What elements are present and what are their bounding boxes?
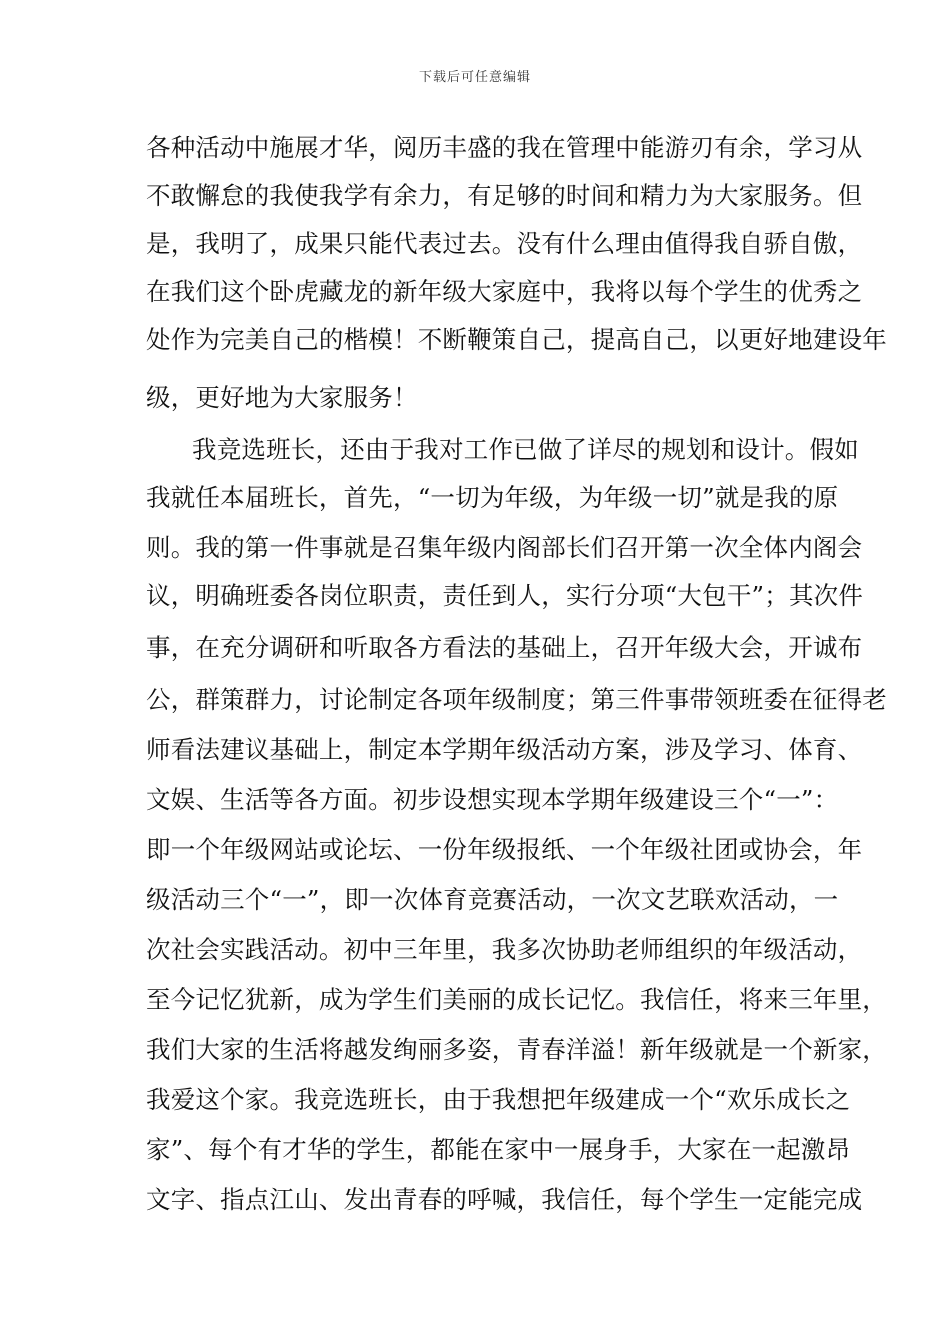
- text-line: 文字、指点江山、发出青春的呼喊，我信任，每个学生一定能完成: [146, 1185, 863, 1214]
- page-header: 下载后可任意编辑: [418, 70, 531, 85]
- text-line: 文娱、生活等各方面。初步设想实现本学期年级建设三个“一”：: [146, 785, 839, 814]
- text-line: 是，我明了，成果只能代表过去。没有什么理由值得我自骄自傲，: [146, 229, 863, 258]
- text-line: 议，明确班委各岗位职责，责任到人，实行分项“大包干”；其次件: [146, 581, 864, 610]
- text-line: 事，在充分调研和听取各方看法的基础上，召开年级大会，开诚布: [146, 633, 863, 662]
- text-line: 级，更好地为大家服务！: [146, 383, 418, 412]
- text-line: 我就任本届班长，首先，“一切为年级，为年级一切”就是我的原: [146, 483, 839, 512]
- text-line: 处作为完美自己的楷模！不断鞭策自己，提高自己，以更好地建设年: [146, 325, 887, 354]
- text-line: 则。我的第一件事就是召集年级内阁部长们召开第一次全体内阁会: [146, 533, 863, 562]
- text-line: 级活动三个“一”，即一次体育竞赛活动，一次文艺联欢活动，一: [146, 885, 839, 914]
- text-line: 次社会实践活动。初中三年里，我多次协助老师组织的年级活动，: [146, 935, 863, 964]
- text-line: 公，群策群力，讨论制定各项年级制度；第三件事带领班委在征得老: [146, 685, 887, 714]
- text-line: 我爱这个家。我竞选班长，由于我想把年级建成一个“欢乐成长之: [146, 1085, 851, 1114]
- paragraph-first-line: 我竞选班长，还由于我对工作已做了详尽的规划和设计。假如: [192, 435, 859, 464]
- text-line: 我们大家的生活将越发绚丽多姿，青春洋溢！新年级就是一个新家，: [146, 1035, 887, 1064]
- text-line: 至今记忆犹新，成为学生们美丽的成长记忆。我信任，将来三年里，: [146, 985, 887, 1014]
- text-line: 不敢懈怠的我使我学有余力，有足够的时间和精力为大家服务。但: [146, 181, 863, 210]
- text-line: 各种活动中施展才华，阅历丰盛的我在管理中能游刃有余，学习从: [146, 133, 863, 162]
- text-line: 师看法建议基础上，制定本学期年级活动方案，涉及学习、体育、: [146, 735, 863, 764]
- text-line: 家”、每个有才华的学生，都能在家中一展身手，大家在一起激昂: [146, 1135, 851, 1164]
- text-line: 即一个年级网站或论坛、一份年级报纸、一个年级社团或协会，年: [146, 835, 863, 864]
- text-line: 在我们这个卧虎藏龙的新年级大家庭中，我将以每个学生的优秀之: [146, 277, 863, 306]
